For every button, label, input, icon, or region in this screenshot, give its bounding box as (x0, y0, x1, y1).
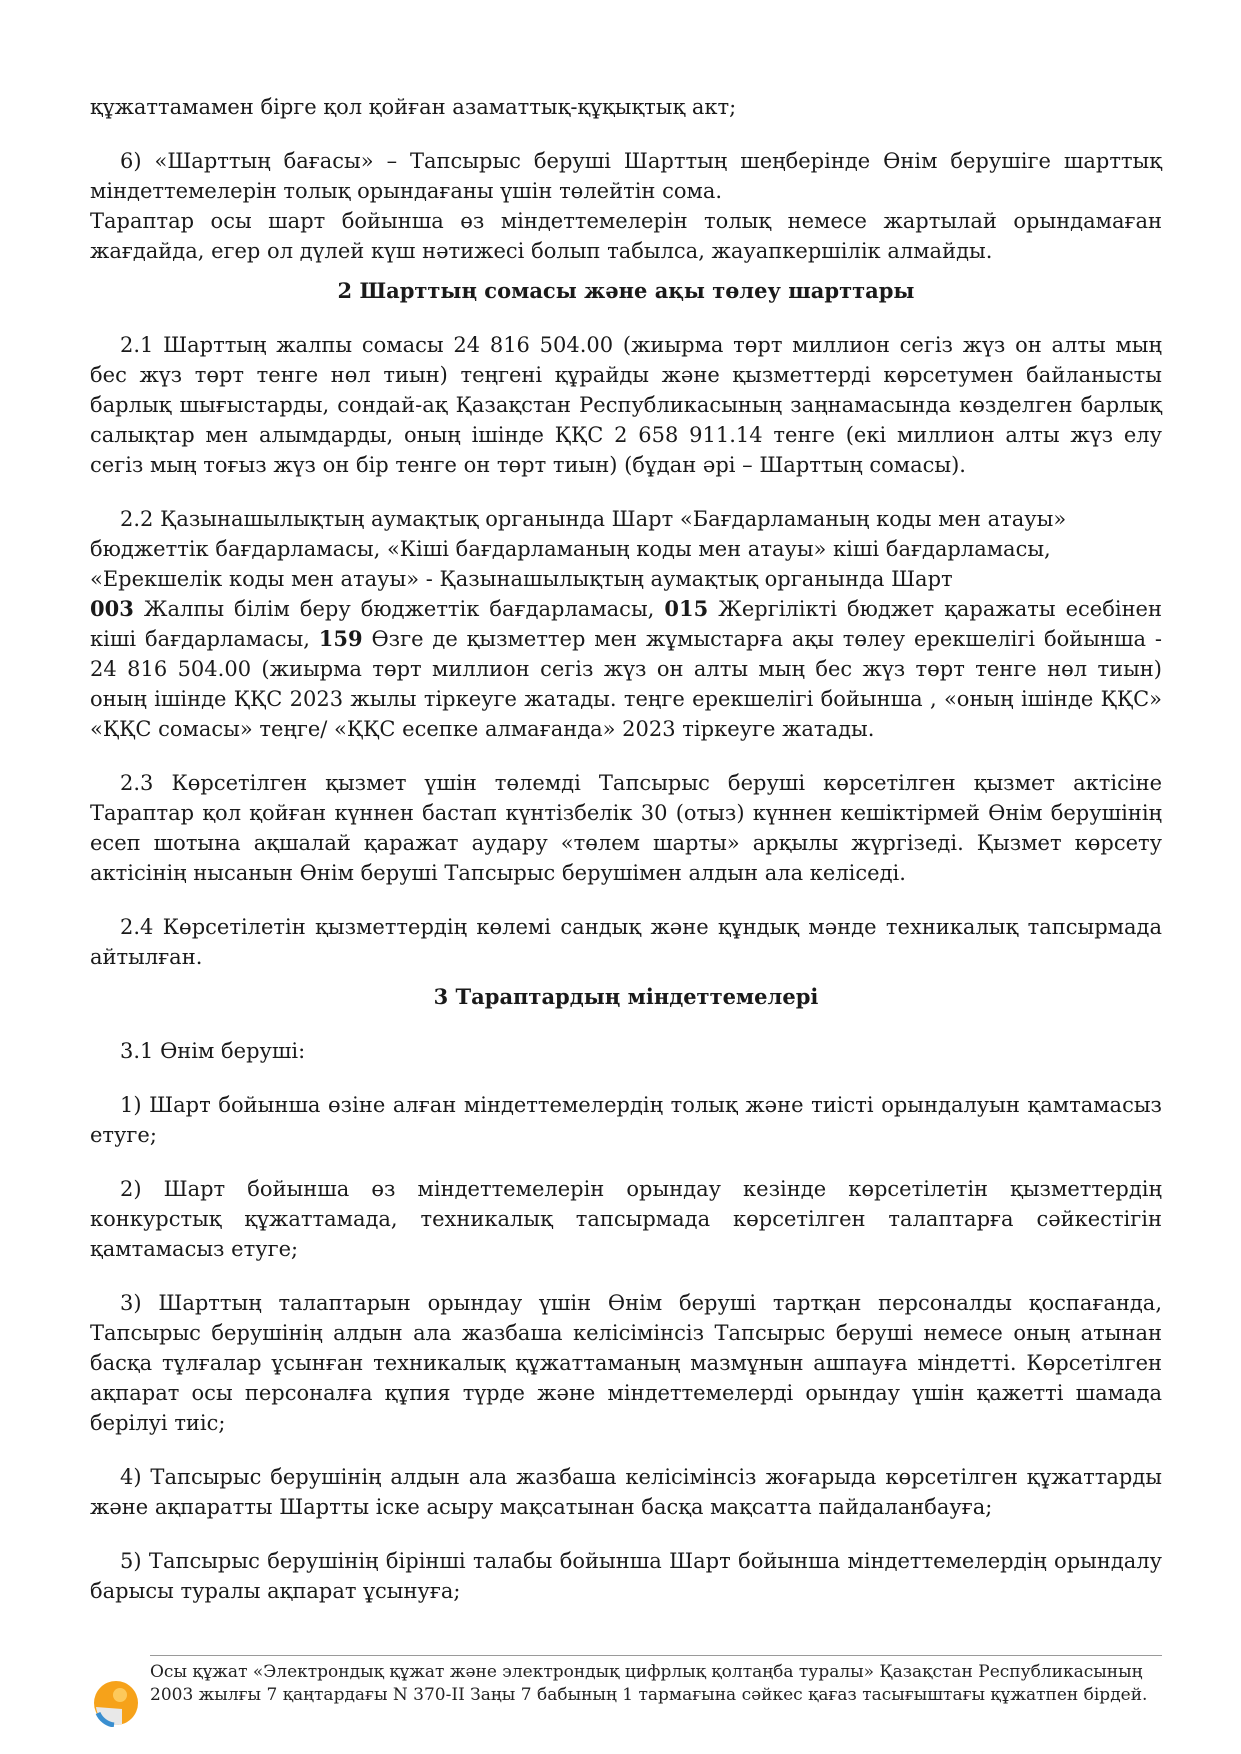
paragraph-force-majeure: Тараптар осы шарт бойынша өз міндеттемелерін толық немесе жартылай орындамаған жағдайда, егер ол дүлей күш нәтижесі болып табылса, жауапкершілік алмайды. (90, 209, 1162, 263)
list-item-2: 2) Шарт бойынша өз міндеттемелерін орындау кезінде көрсетілетін қызметтердің конкурстық құжаттамада, техникалық тапсырмада көрсетілген талаптарға сәйкестігін қамтамасыз етуге; (90, 1177, 1162, 1261)
list-item-5: 5) Тапсырыс берушінің бірінші талабы бойынша Шарт бойынша міндеттемелердің орындалу барысы туралы ақпарат ұсынуға; (90, 1549, 1162, 1603)
section-heading-3: 3 Тараптардың міндеттемелері (433, 984, 819, 1009)
paragraph-contract-price: 6) «Шарттың бағасы» – Тапсырыс беруші Шарттың шеңберінде Өнім берушіге шарттық міндеттемелерін толық орындағаны үшін төлейтін сома. (90, 149, 1162, 203)
paragraph-2-3: 2.3 Көрсетілген қызмет үшін төлемді Тапсырыс беруші көрсетілген қызмет актісіне Тараптар қол қойған күннен бастап күнтізбелік 30 (отыз) күннен кешіктірмей Өнім берушінің есеп шотына ақшалай қаражат аудару «төлем шарты» арқылы жүргізеді. Қызмет көрсету актісінің нысанын Өнім беруші Тапсырыс берушімен алдын ала келіседі. (90, 771, 1162, 885)
section-heading-2: 2 Шарттың сомасы және ақы төлеу шарттары (337, 278, 915, 303)
list-item-4: 4) Тапсырыс берушінің алдын ала жазбаша келісімінсіз жоғарыда көрсетілген құжаттарды және ақпаратты Шартты іске асыру мақсатынан басқа мақсатта пайдаланбауға; (90, 1465, 1162, 1519)
document-body (90, 92, 1162, 1606)
footer-legal-note: Осы құжат «Электрондық құжат және электрондық цифрлық қолтаңба туралы» Қазақстан Республикасының 2003 жылғы 7 қаңтардағы N 370-II Заңы 7 бабының 1 тармағына сәйкес қағаз тасығыштағы құжатпен бірдей. (150, 1662, 1148, 1705)
footer-divider (150, 1655, 1162, 1656)
paragraph-2-2-codes (90, 594, 1162, 744)
paragraph-2-1: 2.1 Шарттың жалпы сомасы 24 816 504.00 (жиырма төрт миллион сегіз жүз он алты мың бес жүз төрт тенге нөл тиын) теңгені құрайды және қызметтерді көрсетумен байланысты барлық шығыстарды, сондай-ақ Қазақстан Республикасының заңнамасында көзделген барлық салықтар мен алымдарды, оның ішінде ҚҚС 2 658 911.14 тенге (екі миллион алты жүз елу сегіз мың тоғыз жүз он бір тенге он төрт тиын) (бұдан әрі – Шарттың сомасы). (90, 333, 1162, 477)
specifics-text: Өзге де қызметтер мен жұмыстарға ақы төлеу ерекшелігі бойынша - 24 816 504.00 (жиырма төрт миллион сегіз жүз он алты мың бес жүз төрт тенге нөл тиын) оның ішінде ҚҚС 2023 жылы тіркеуге жатады. теңге ерекшелігі бойынша , «оның ішінде ҚҚС» «ҚҚС сомасы» теңге/ «ҚҚС есепке алмағанда» 2023 тіркеуге жатады. (90, 627, 1162, 741)
paragraph-continuation: құжаттамамен бірге қол қойған азаматтық-құқықтық акт; (90, 95, 737, 119)
budget-program-code: 003 (90, 596, 134, 621)
budget-program-text: Жалпы білім беру бюджеттік бағдарламасы, (133, 597, 665, 621)
paragraph-2-4: 2.4 Көрсетілетін қызметтердің көлемі сандық және құндық мәнде техникалық тапсырмада айтылған. (90, 915, 1162, 969)
page-footer (90, 1655, 1162, 1735)
paragraph-2-2-intro: 2.2 Қазынашылықтың аумақтық органында Шарт «Бағдарламаның коды мен атауы» бюджеттік бағдарламасы, «Кіші бағдарламаның коды мен атауы» кіші бағдарламасы, «Ерекшелік коды мен атауы» - Қазынашылықтың аумақтық органында Шарт (90, 507, 1067, 591)
list-item-1: 1) Шарт бойынша өзіне алған міндеттемелердің толық және тиісті орындалуын қамтамасыз етуге; (90, 1093, 1162, 1147)
subprogram-text: Жергілікті бюджет қаражаты есебінен кіші бағдарламасы, (90, 597, 1162, 651)
egov-logo-icon (92, 1679, 140, 1727)
paragraph-3-1: 3.1 Өнім беруші: (120, 1039, 306, 1063)
subprogram-code: 015 (664, 596, 709, 621)
list-item-3: 3) Шарттың талаптарын орындау үшін Өнім беруші тартқан персоналды қоспағанда, Тапсырыс берушінің алдын ала жазбаша келісімінсіз Тапсырыс беруші немесе оның атынан басқа тұлғалар ұсынған техникалық құжаттаманың мазмұнын ашпауға міндетті. Көрсетілген ақпарат осы персоналға құпия түрде және міндеттемелерді орындау үшін қажетті шамада берілуі тиіс; (90, 1291, 1162, 1435)
specifics-code: 159 (318, 626, 363, 651)
